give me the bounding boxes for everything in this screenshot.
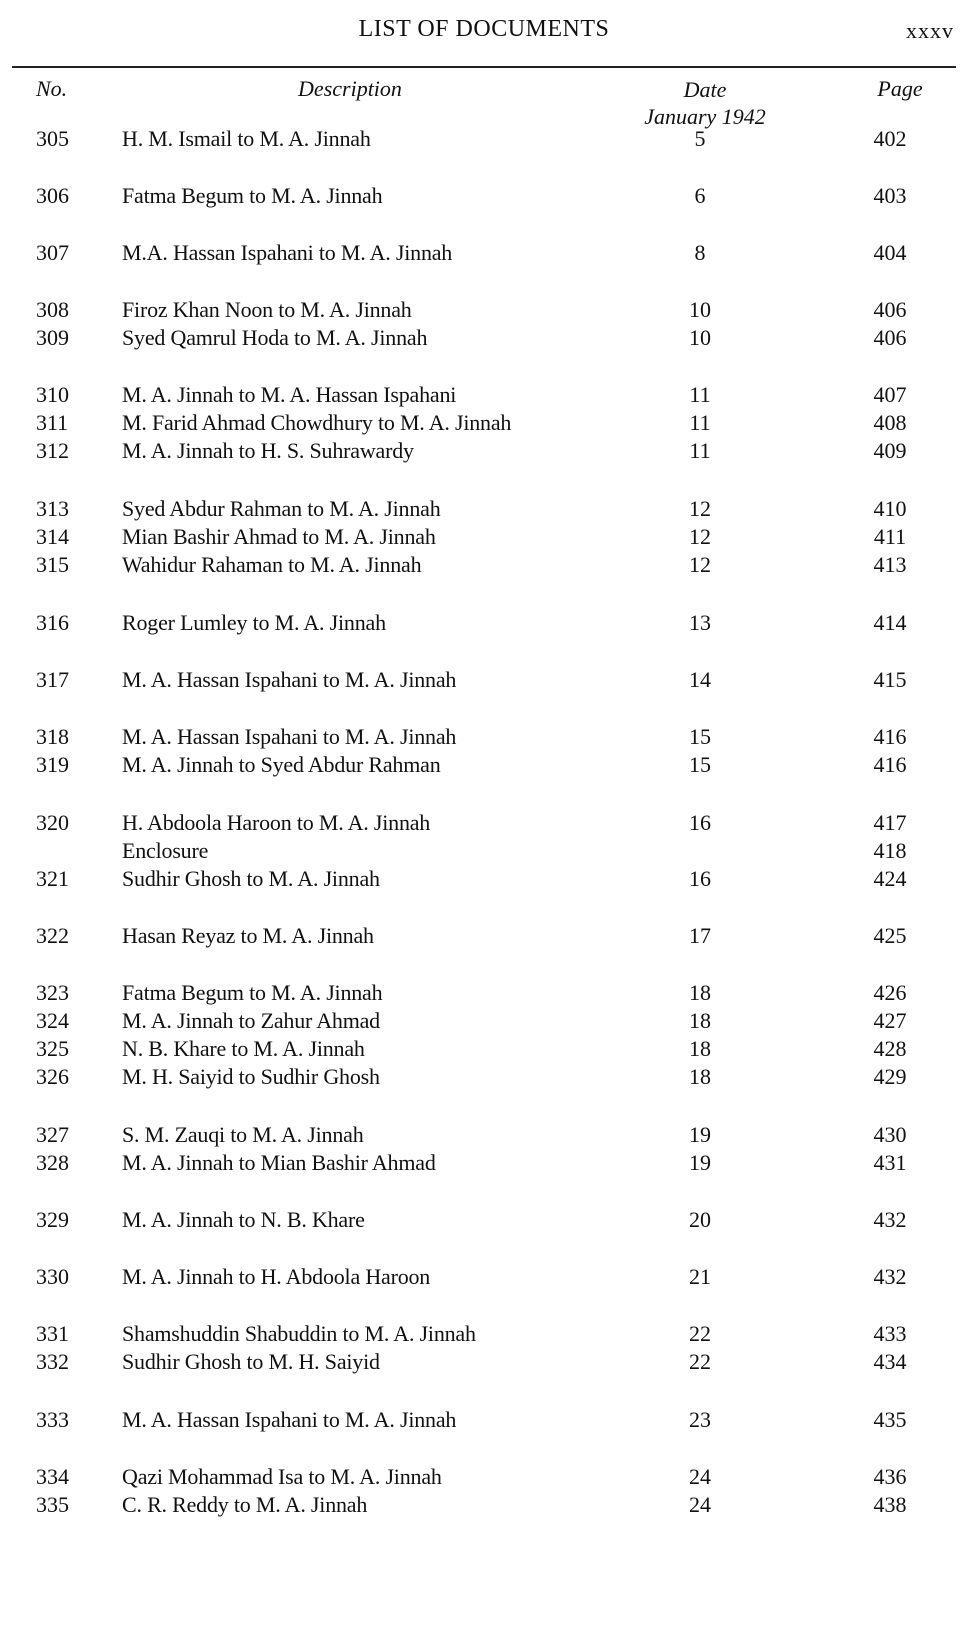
entry-page: 407 [873,382,907,407]
entry-description: Wahidur Rahaman to M. A. Jinnah [122,552,422,577]
table-row [0,436,968,466]
table-row [0,494,968,524]
entry-page: 404 [873,240,907,265]
entry-date: 24 [689,1492,711,1517]
entry-description: Sudhir Ghosh to M. A. Jinnah [122,866,380,891]
entry-date: 8 [694,240,706,265]
entry-description: M. H. Saiyid to Sudhir Ghosh [122,1064,380,1089]
entry-description: M. Farid Ahmad Chowdhury to M. A. Jinnah [122,410,512,435]
entry-page: 432 [873,1264,907,1289]
entry-page: 433 [873,1321,907,1346]
entry-description: M. A. Hassan Ispahani to M. A. Jinnah [122,724,457,749]
entry-date: 21 [689,1264,711,1289]
entry-description: M. A. Jinnah to Zahur Ahmad [122,1008,380,1033]
entry-number: 307 [36,240,69,265]
entry-description: S. M. Zauqi to M. A. Jinnah [122,1122,364,1147]
entry-number: 314 [36,524,69,549]
entry-page: 408 [873,410,907,435]
page-number: xxxv [906,18,954,43]
entry-date: 22 [689,1321,711,1346]
entry-page: 413 [873,552,907,577]
entry-number: 310 [36,382,69,407]
table-row [0,1205,968,1235]
entry-date: 6 [694,183,706,208]
entry-page: 424 [873,866,907,891]
entry-page: 415 [873,667,907,692]
entry-description: Hasan Reyaz to M. A. Jinnah [122,923,374,948]
entry-description: Fatma Begum to M. A. Jinnah [122,183,383,208]
entry-date: 11 [689,438,711,463]
entry-number: 315 [36,552,69,577]
table-row [0,238,968,268]
entry-date: 12 [689,524,711,549]
table-row [0,408,968,438]
table-row [0,1347,968,1377]
table-row [0,181,968,211]
entry-date: 12 [689,496,711,521]
table-row [0,921,968,951]
entry-description: Mian Bashir Ahmad to M. A. Jinnah [122,524,436,549]
entry-number: 334 [36,1464,69,1489]
entry-description: M. A. Jinnah to M. A. Hassan Ispahani [122,382,457,407]
entry-date: 12 [689,552,711,577]
table-row [0,665,968,695]
entry-date: 19 [689,1122,711,1147]
entry-date: 5 [694,126,706,151]
entry-page: 438 [873,1492,907,1517]
entry-description: H. M. Ismail to M. A. Jinnah [122,126,371,151]
entry-number: 317 [36,667,69,692]
column-header-date-label: Date [683,77,727,102]
entry-number: 321 [36,866,69,891]
entry-page: 403 [873,183,907,208]
entry-date: 19 [689,1150,711,1175]
entry-date: 20 [689,1207,711,1232]
table-row [0,836,968,866]
entry-page: 428 [873,1036,907,1061]
entry-page: 409 [873,438,907,463]
entry-description: M.A. Hassan Ispahani to M. A. Jinnah [122,240,453,265]
entry-date: 10 [689,297,711,322]
entry-description: Fatma Begum to M. A. Jinnah [122,980,383,1005]
entry-description: Firoz Khan Noon to M. A. Jinnah [122,297,412,322]
entry-description: M. A. Hassan Ispahani to M. A. Jinnah [122,667,457,692]
entry-number: 323 [36,980,69,1005]
entry-page: 431 [873,1150,907,1175]
column-header-date-month: January 1942 [644,104,766,129]
entry-page: 432 [873,1207,907,1232]
table-row [0,864,968,894]
table-row [0,808,968,838]
entry-page: 416 [873,752,907,777]
entry-page: 417 [873,810,907,835]
running-title: LIST OF DOCUMENTS [358,16,610,42]
entry-date: 13 [689,610,711,635]
entry-number: 320 [36,810,69,835]
entry-date: 18 [689,1036,711,1061]
table-row [0,1148,968,1178]
entry-date: 18 [689,980,711,1005]
entry-description: C. R. Reddy to M. A. Jinnah [122,1492,368,1517]
table-row [0,1034,968,1064]
table-row [0,380,968,410]
column-header-description: Description [298,76,402,101]
entry-number: 329 [36,1207,69,1232]
entry-description: Enclosure [122,838,209,863]
entry-description: N. B. Khare to M. A. Jinnah [122,1036,365,1061]
entry-description: Sudhir Ghosh to M. H. Saiyid [122,1349,380,1374]
table-row [0,1262,968,1292]
entry-page: 430 [873,1122,907,1147]
entry-date: 18 [689,1008,711,1033]
entry-date: 11 [689,382,711,407]
entry-page: 410 [873,496,907,521]
entry-date: 17 [689,923,711,948]
entry-date: 15 [689,752,711,777]
entry-number: 318 [36,724,69,749]
entry-number: 313 [36,496,69,521]
entry-number: 325 [36,1036,69,1061]
entry-number: 335 [36,1492,69,1517]
entry-page: 418 [873,838,907,863]
entry-page: 435 [873,1407,907,1432]
entry-date: 16 [689,866,711,891]
entry-number: 333 [36,1407,69,1432]
table-row [0,978,968,1008]
table-row [0,1120,968,1150]
entry-page: 427 [873,1008,907,1033]
table-row [0,124,968,154]
entry-date: 24 [689,1464,711,1489]
entry-description: M. A. Jinnah to H. S. Suhrawardy [122,438,414,463]
entry-number: 332 [36,1349,69,1374]
table-row [0,1462,968,1492]
entry-page: 425 [873,923,907,948]
entry-date: 10 [689,325,711,350]
entry-date: 22 [689,1349,711,1374]
entry-description: M. A. Jinnah to Syed Abdur Rahman [122,752,441,777]
column-header-page: Page [877,76,923,101]
entry-number: 326 [36,1064,69,1089]
entry-page: 406 [873,297,907,322]
entry-number: 324 [36,1008,69,1033]
table-row [0,522,968,552]
table-row [0,550,968,580]
entry-description: Shamshuddin Shabuddin to M. A. Jinnah [122,1321,476,1346]
entry-description: M. A. Jinnah to Mian Bashir Ahmad [122,1150,436,1175]
entry-date: 14 [689,667,711,692]
table-row [0,295,968,325]
entry-number: 308 [36,297,69,322]
entry-page: 436 [873,1464,907,1489]
entry-number: 327 [36,1122,69,1147]
table-row [0,1319,968,1349]
entry-page: 411 [873,524,907,549]
entry-date: 11 [689,410,711,435]
entry-date: 18 [689,1064,711,1089]
entry-page: 429 [873,1064,907,1089]
header-rule [12,66,956,68]
entry-page: 414 [873,610,907,635]
entry-date: 16 [689,810,711,835]
entry-number: 330 [36,1264,69,1289]
column-header-date [600,76,810,130]
entry-description: M. A. Jinnah to H. Abdoola Haroon [122,1264,431,1289]
entry-page: 416 [873,724,907,749]
entry-description: Roger Lumley to M. A. Jinnah [122,610,386,635]
table-row [0,750,968,780]
entry-description: Qazi Mohammad Isa to M. A. Jinnah [122,1464,442,1489]
entry-number: 305 [36,126,69,151]
entry-number: 316 [36,610,69,635]
entry-description: M. A. Hassan Ispahani to M. A. Jinnah [122,1407,457,1432]
entry-date: 23 [689,1407,711,1432]
entry-number: 312 [36,438,69,463]
entry-description: H. Abdoola Haroon to M. A. Jinnah [122,810,431,835]
entry-number: 331 [36,1321,69,1346]
entry-number: 306 [36,183,69,208]
entry-description: Syed Qamrul Hoda to M. A. Jinnah [122,325,428,350]
entry-number: 309 [36,325,69,350]
entry-page: 406 [873,325,907,350]
table-row [0,1490,968,1520]
table-row [0,1062,968,1092]
entry-date: 15 [689,724,711,749]
entry-page: 434 [873,1349,907,1374]
column-header-no: No. [36,76,68,101]
entry-number: 311 [36,410,69,435]
entry-number: 328 [36,1150,69,1175]
table-row [0,722,968,752]
table-row [0,323,968,353]
table-row [0,608,968,638]
entry-page: 426 [873,980,907,1005]
entry-description: M. A. Jinnah to N. B. Khare [122,1207,365,1232]
table-row [0,1405,968,1435]
entry-number: 322 [36,923,69,948]
entry-description: Syed Abdur Rahman to M. A. Jinnah [122,496,441,521]
entry-number: 319 [36,752,69,777]
entry-page: 402 [873,126,907,151]
table-row [0,1006,968,1036]
